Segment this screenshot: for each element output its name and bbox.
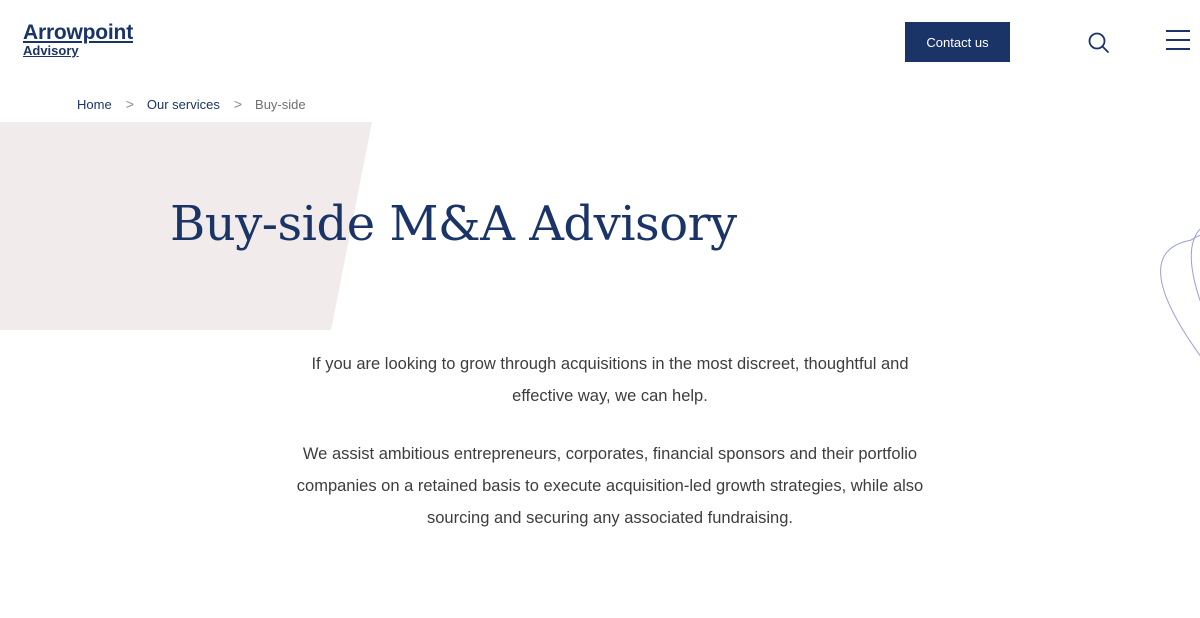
menu-button[interactable]: [1166, 30, 1192, 54]
breadcrumb-separator: >: [125, 96, 134, 112]
breadcrumb: [77, 96, 306, 112]
decorative-loop-pattern: [1030, 140, 1200, 618]
logo-wordmark: Arrowpoint: [23, 21, 133, 44]
logo-subtitle: Advisory: [23, 43, 79, 58]
logo[interactable]: [23, 22, 133, 57]
breadcrumb-our-services-link[interactable]: Our services: [146, 96, 220, 112]
search-button[interactable]: [1086, 30, 1112, 56]
breadcrumb-separator: >: [233, 96, 243, 112]
description-paragraph: We assist ambitious entrepreneurs, corporates, financial sponsors and their portfolio companies on a retained basis to execute acquisition-led growth strategies, while also sourcing and securing any associated fundraising.: [296, 445, 924, 527]
breadcrumb-home-link[interactable]: Home: [77, 96, 112, 112]
intro-paragraph: If you are looking to grow through acquisitions in the most discreet, thoughtful and effective way, we can help.: [311, 355, 909, 405]
page-title: Buy-side M&A Advisory: [170, 196, 737, 252]
breadcrumb-current: Buy-side: [255, 96, 306, 112]
hamburger-menu-icon: [1166, 30, 1192, 50]
search-icon: [1086, 30, 1112, 56]
decorative-loop: [1161, 233, 1200, 440]
contact-us-button[interactable]: Contact us: [905, 22, 1010, 62]
decorative-loop: [1191, 215, 1200, 440]
